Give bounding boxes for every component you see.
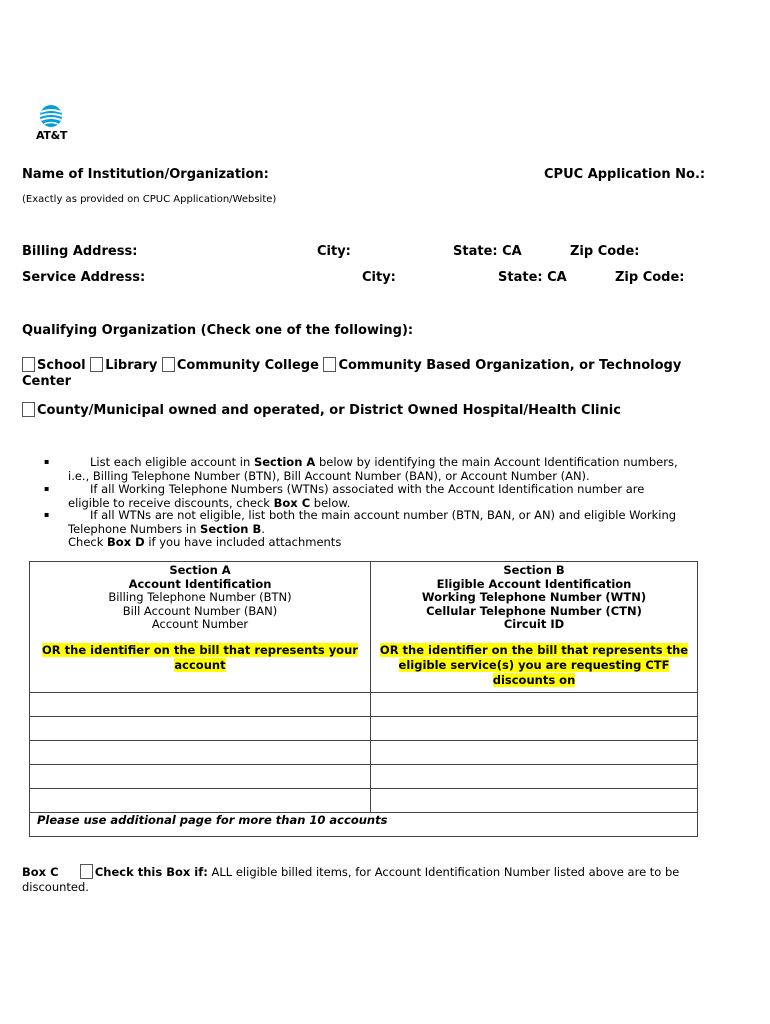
option-center: Center (22, 374, 72, 389)
option-library: Library (105, 358, 158, 373)
section-a-line: Billing Telephone Number (BTN) (108, 590, 292, 604)
table-row (30, 741, 698, 765)
billing-state-label: State: CA (453, 244, 522, 259)
school-checkbox[interactable] (22, 357, 35, 372)
globe-logo-icon (38, 104, 64, 128)
account-id-cell[interactable] (30, 765, 371, 789)
instruction-3: If all WTNs are not eligible, list both the main account number (BTN, BAN, or AN) and eligible Working Telephone Numbers in Section B. (68, 508, 677, 536)
account-table (29, 561, 698, 837)
section-a-title: Section A (169, 563, 231, 577)
hospital-clinic-checkbox[interactable] (22, 402, 35, 417)
instruction-2: If all Working Telephone Numbers (WTNs) associated with the Account Identification number are eligible to receive discounts, check Box C below. (68, 482, 645, 510)
eligible-id-cell[interactable] (371, 789, 698, 813)
option-community-college: Community College (176, 358, 319, 373)
table-note: Please use additional page for more than 10 accounts (30, 813, 698, 837)
service-zip-label: Zip Code: (615, 270, 685, 285)
box-c-checkbox[interactable] (80, 864, 93, 879)
section-a-highlight: OR the identifier on the bill that represents your account (42, 642, 358, 672)
bullet-icon: ▪ (44, 510, 50, 519)
box-c-line (22, 864, 679, 879)
community-college-checkbox[interactable] (162, 357, 175, 372)
qualifying-title: Qualifying Organization (Check one of the following): (22, 323, 414, 338)
option-hospital-clinic: County/Municipal owned and operated, or District Owned Hospital/Health Clinic (37, 403, 621, 418)
eligible-id-cell[interactable] (371, 741, 698, 765)
billing-city-label: City: (317, 244, 351, 259)
service-address-label: Service Address: (22, 270, 146, 285)
instruction-4: Check Box D if you have included attachments (68, 535, 342, 549)
library-checkbox[interactable] (90, 357, 103, 372)
qualifying-row-2 (22, 402, 621, 418)
section-b-subtitle: Eligible Account Identification (436, 576, 632, 591)
account-id-cell[interactable] (30, 693, 371, 717)
section-b-header (371, 562, 698, 693)
institution-note: (Exactly as provided on CPUC Application/Website) (22, 194, 277, 205)
account-id-cell[interactable] (30, 741, 371, 765)
bullet-icon: ▪ (44, 484, 50, 493)
brand-name: AT&T (36, 129, 68, 142)
cpuc-application-label: CPUC Application No.: (544, 167, 706, 182)
eligible-id-cell[interactable] (371, 693, 698, 717)
section-a-header (30, 562, 371, 693)
box-c-label: Box C (22, 865, 59, 879)
section-b-title: Section B (503, 563, 565, 577)
qualifying-row-1 (22, 357, 681, 373)
instruction-1: List each eligible account in Section A below by identifying the main Account Identification numbers, i.e., Billing Telephone Number (BTN), Bill Account Number (BAN), or Account Number (AN). (68, 455, 678, 483)
table-row (30, 693, 698, 717)
section-a-line: Account Number (151, 617, 249, 631)
section-b-line: Circuit ID (503, 617, 565, 631)
eligible-id-cell[interactable] (371, 717, 698, 741)
billing-zip-label: Zip Code: (570, 244, 640, 259)
community-based-org-checkbox[interactable] (323, 357, 336, 372)
table-row (30, 717, 698, 741)
box-c-text: ALL eligible billed items, for Account Identification Number listed above are to be (207, 865, 680, 879)
account-id-cell[interactable] (30, 717, 371, 741)
box-c-text-cont: discounted. (22, 880, 89, 894)
option-school: School (37, 358, 86, 373)
att-logo (36, 104, 70, 142)
section-b-line: Working Telephone Number (WTN) (421, 590, 647, 604)
bullet-icon: ▪ (44, 457, 50, 466)
table-row (30, 765, 698, 789)
table-row (30, 789, 698, 813)
eligible-id-cell[interactable] (371, 765, 698, 789)
institution-label: Name of Institution/Organization: (22, 167, 269, 182)
section-a-subtitle: Account Identification (128, 576, 272, 591)
billing-address-label: Billing Address: (22, 244, 138, 259)
section-a-line: Bill Account Number (BAN) (122, 603, 278, 618)
service-city-label: City: (362, 270, 396, 285)
section-b-line: Cellular Telephone Number (CTN) (426, 603, 642, 618)
box-c-check-label: Check this Box if: (94, 865, 208, 879)
option-community-based-org: Community Based Organization, or Technology (338, 358, 682, 373)
account-id-cell[interactable] (30, 789, 371, 813)
section-b-highlight: OR the identifier on the bill that represents the eligible service(s) you are requesting CTF discounts on (379, 642, 689, 687)
service-state-label: State: CA (498, 270, 567, 285)
